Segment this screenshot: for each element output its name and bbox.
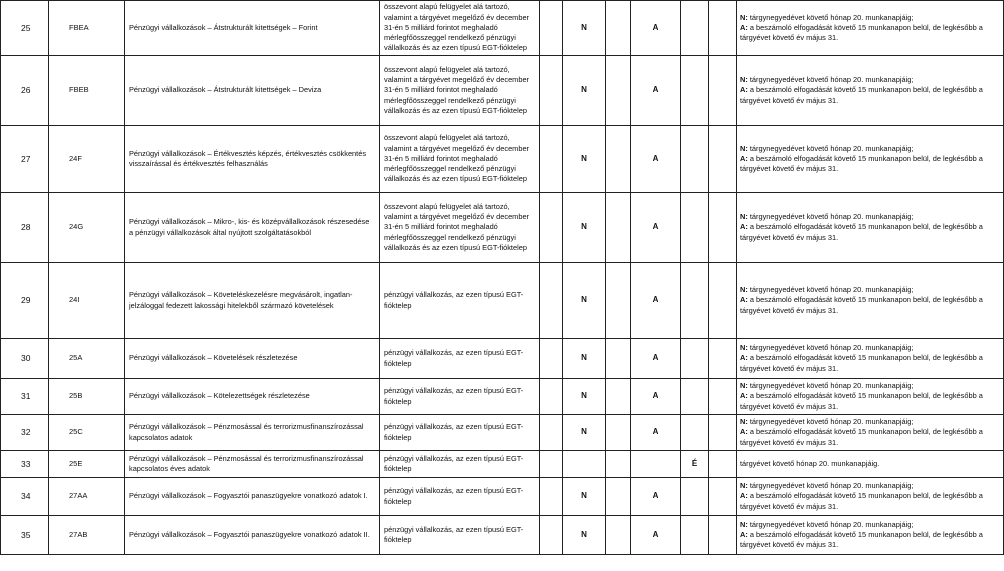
deadline-text: tárgynegyedévet követő hónap 20. munkanapjáig; [747,381,914,391]
deadline-prefix: A: [740,22,748,32]
deadline-line [740,481,1001,491]
quarterly-mark: N [563,516,606,555]
deadline-cell [737,451,1004,478]
empty-cell [540,1,563,56]
deadline-text: a beszámoló elfogadását követő 15 munkanapon belül, de legkésőbb a tárgyévet követő év május 31. [740,353,983,373]
empty-cell [709,451,737,478]
yearly-mark [681,339,709,379]
deadline-line [740,222,1001,243]
annual-mark: A [631,1,681,56]
annual-mark: A [631,126,681,193]
empty-cell [709,263,737,339]
deadline-text: tárgynegyedévet követő hónap 20. munkanapjáig; [747,285,914,295]
empty-cell [540,478,563,516]
row-number: 33 [1,451,49,478]
deadline-prefix: N: [740,285,748,295]
form-title: Pénzügyi vállalkozások – Kötelezettségek részletezése [125,379,380,415]
reporter-scope: pénzügyi vállalkozás, az ezen típusú EGT-fióktelep [380,263,540,339]
empty-cell [606,126,631,193]
table-row [1,56,1004,126]
empty-cell [540,415,563,451]
form-title: Pénzügyi vállalkozások – Mikro-, kis- és középvállalkozások részesedése a pénzügyi vállalkozások által nyújtott szolgáltatásokból [125,193,380,263]
empty-cell [709,1,737,56]
reporter-scope: pénzügyi vállalkozás, az ezen típusú EGT-fióktelep [380,339,540,379]
deadline-prefix: N: [740,143,748,153]
deadline-line [740,343,1001,353]
quarterly-mark [563,451,606,478]
form-code: 25B [49,379,125,415]
deadline-cell [737,263,1004,339]
deadline-cell [737,56,1004,126]
deadline-prefix: N: [740,212,748,222]
deadline-text: tárgynegyedévet követő hónap 20. munkanapjáig; [747,343,914,353]
quarterly-mark: N [563,263,606,339]
empty-cell [709,516,737,555]
deadline-text: a beszámoló elfogadását követő 15 munkanapon belül, de legkésőbb a tárgyévet követő év május 31. [740,491,983,511]
form-title: Pénzügyi vállalkozások – Átstrukturált kitettségek – Forint [125,1,380,56]
quarterly-mark: N [563,126,606,193]
deadline-line [740,459,1001,469]
yearly-mark [681,478,709,516]
deadline-text: a beszámoló elfogadását követő 15 munkanapon belül, de legkésőbb a tárgyévet követő év május 31. [740,529,983,550]
deadline-line [740,520,1001,530]
form-title: Pénzügyi vállalkozások – Követeléskezelésre megvásárolt, ingatlan-jelzáloggal fedezett lakossági hitelekből származó követelések [125,263,380,339]
row-number: 26 [1,56,49,126]
form-code: 24G [49,193,125,263]
yearly-mark [681,56,709,126]
deadline-text: tárgynegyedévet követő hónap 20. munkanapjáig; [747,519,914,529]
deadline-prefix: A: [740,391,748,401]
empty-cell [606,415,631,451]
empty-cell [606,478,631,516]
deadline-cell [737,339,1004,379]
annual-mark: A [631,478,681,516]
deadline-prefix: A: [740,353,748,363]
table-row [1,516,1004,555]
deadline-line [740,285,1001,295]
reporter-scope: összevont alapú felügyelet alá tartozó, valamint a tárgyévet megelőző év december 31-én 5 milliárd forintot meghaladó mérlegfőösszeggel rendelkező pénzügyi vállalkozás és az ezen típusú EGT-fióktelep [380,56,540,126]
empty-cell [606,451,631,478]
quarterly-mark: N [563,193,606,263]
deadline-line [740,212,1001,222]
annual-mark: A [631,516,681,555]
reporter-scope: összevont alapú felügyelet alá tartozó, valamint a tárgyévet megelőző év december 31-én 5 milliárd forintot meghaladó mérlegfőösszeggel rendelkező pénzügyi vállalkozás és az ezen típusú EGT-fióktelep [380,1,540,56]
empty-cell [540,516,563,555]
deadline-prefix: N: [740,12,748,22]
form-code: 24I [49,263,125,339]
yearly-mark [681,379,709,415]
table-row [1,193,1004,263]
reporter-scope: pénzügyi vállalkozás, az ezen típusú EGT-fióktelep [380,451,540,478]
deadline-line [740,295,1001,316]
deadline-text: tárgynegyedévet követő hónap 20. munkanapjáig; [747,12,914,22]
empty-cell [709,415,737,451]
form-code: 27AB [49,516,125,555]
annual-mark: A [631,56,681,126]
deadline-prefix: A: [740,85,748,95]
deadline-line [740,144,1001,154]
row-number: 32 [1,415,49,451]
table-row [1,263,1004,339]
row-number: 25 [1,1,49,56]
table-row [1,126,1004,193]
quarterly-mark: N [563,379,606,415]
deadline-line [740,353,1001,374]
deadline-prefix: N: [740,343,748,353]
empty-cell [709,126,737,193]
deadline-line [740,23,1001,44]
reporter-scope: pénzügyi vállalkozás, az ezen típusú EGT-fióktelep [380,478,540,516]
deadline-line [740,530,1001,551]
empty-cell [540,339,563,379]
empty-cell [606,56,631,126]
form-code: 25C [49,415,125,451]
table-row [1,415,1004,451]
deadline-text: tárgynegyedévet követő hónap 20. munkanapjáig; [747,143,914,153]
empty-cell [540,126,563,193]
deadline-cell [737,415,1004,451]
deadline-text: a beszámoló elfogadását követő 15 munkanapon belül, de legkésőbb a tárgyévet követő év május 31. [740,391,983,411]
empty-cell [540,193,563,263]
empty-cell [709,193,737,263]
deadline-text: tárgynegyedévet követő hónap 20. munkanapjáig; [747,212,914,222]
annual-mark [631,451,681,478]
form-code: FBEB [49,56,125,126]
yearly-mark [681,126,709,193]
deadline-prefix: N: [740,381,748,391]
deadline-line [740,85,1001,106]
annual-mark: A [631,263,681,339]
deadline-cell [737,193,1004,263]
form-title: Pénzügyi vállalkozások – Átstrukturált kitettségek – Deviza [125,56,380,126]
deadline-text: a beszámoló elfogadását követő 15 munkanapon belül, de legkésőbb a tárgyévet követő év május 31. [740,153,983,174]
deadline-cell [737,516,1004,555]
empty-cell [540,56,563,126]
deadline-prefix: A: [740,427,748,437]
empty-cell [606,193,631,263]
form-title: Pénzügyi vállalkozások – Követelések részletezése [125,339,380,379]
deadline-prefix: A: [740,295,748,305]
row-number: 28 [1,193,49,263]
deadline-text: a beszámoló elfogadását követő 15 munkanapon belül, de legkésőbb a tárgyévet követő év május 31. [740,222,983,242]
annual-mark: A [631,415,681,451]
empty-cell [540,451,563,478]
deadline-text: tárgynegyedévet követő hónap 20. munkanapjáig; [747,75,914,85]
deadline-line [740,13,1001,23]
empty-cell [709,478,737,516]
form-code: 25A [49,339,125,379]
table-row [1,1,1004,56]
annual-mark: A [631,379,681,415]
form-title: Pénzügyi vállalkozások – Értékvesztés képzés, értékvesztés csökkentés visszaírással és értékvesztés felhasználás [125,126,380,193]
quarterly-mark: N [563,56,606,126]
yearly-mark: É [681,451,709,478]
form-title: Pénzügyi vállalkozások – Pénzmosással és terrorizmusfinanszírozással kapcsolatos éves adatok [125,451,380,478]
empty-cell [540,379,563,415]
deadline-text: tárgynegyedévet követő hónap 20. munkanapjáig; [747,417,914,427]
reporter-scope: pénzügyi vállalkozás, az ezen típusú EGT-fióktelep [380,379,540,415]
quarterly-mark: N [563,1,606,56]
deadline-cell [737,126,1004,193]
empty-cell [606,263,631,339]
deadline-cell [737,1,1004,56]
deadline-text: tárgynegyedévet követő hónap 20. munkanapjáig; [747,481,914,491]
deadline-line [740,75,1001,85]
row-number: 35 [1,516,49,555]
yearly-mark [681,415,709,451]
table-row [1,339,1004,379]
deadline-prefix: N: [740,519,748,529]
deadline-prefix: A: [740,491,748,501]
annual-mark: A [631,193,681,263]
form-code: 27AA [49,478,125,516]
reporter-scope: összevont alapú felügyelet alá tartozó, valamint a tárgyévet megelőző év december 31-én 5 milliárd forintot meghaladó mérlegfőösszeggel rendelkező pénzügyi vállalkozás és az ezen típusú EGT-fióktelep [380,193,540,263]
empty-cell [709,339,737,379]
reporter-scope: pénzügyi vállalkozás, az ezen típusú EGT-fióktelep [380,415,540,451]
form-code: 25E [49,451,125,478]
deadline-prefix: A: [740,529,748,539]
table-row [1,379,1004,415]
row-number: 34 [1,478,49,516]
yearly-mark [681,1,709,56]
yearly-mark [681,516,709,555]
empty-cell [709,379,737,415]
deadline-line [740,391,1001,412]
deadline-cell [737,379,1004,415]
reporter-scope: pénzügyi vállalkozás, az ezen típusú EGT-fióktelep [380,516,540,555]
deadline-prefix: A: [740,153,748,163]
empty-cell [606,339,631,379]
quarterly-mark: N [563,478,606,516]
deadline-line [740,417,1001,427]
row-number: 27 [1,126,49,193]
deadline-line [740,491,1001,512]
deadline-text: tárgyévet követő hónap 20. munkanapjáig. [740,458,880,468]
deadline-text: a beszámoló elfogadását követő 15 munkanapon belül, de legkésőbb a tárgyévet követő év május 31. [740,22,983,43]
form-title: Pénzügyi vállalkozások – Fogyasztói panaszügyekre vonatkozó adatok I. [125,478,380,516]
deadline-line [740,381,1001,391]
quarterly-mark: N [563,415,606,451]
row-number: 31 [1,379,49,415]
yearly-mark [681,263,709,339]
deadline-text: a beszámoló elfogadását követő 15 munkanapon belül, de legkésőbb a tárgyévet követő év május 31. [740,85,983,105]
deadline-prefix: N: [740,417,748,427]
empty-cell [606,379,631,415]
annual-mark: A [631,339,681,379]
deadline-line [740,154,1001,175]
empty-cell [606,1,631,56]
table-row [1,451,1004,478]
deadline-cell [737,478,1004,516]
form-title: Pénzügyi vállalkozások – Fogyasztói panaszügyekre vonatkozó adatok II. [125,516,380,555]
form-code: FBEA [49,1,125,56]
form-title: Pénzügyi vállalkozások – Pénzmosással és terrorizmusfinanszírozással kapcsolatos adatok [125,415,380,451]
deadline-text: a beszámoló elfogadását követő 15 munkanapon belül, de legkésőbb a tárgyévet követő év május 31. [740,295,983,315]
quarterly-mark: N [563,339,606,379]
form-code: 24F [49,126,125,193]
empty-cell [606,516,631,555]
table-row [1,478,1004,516]
deadline-prefix: N: [740,75,748,85]
deadline-prefix: A: [740,222,748,232]
empty-cell [540,263,563,339]
reporter-scope: összevont alapú felügyelet alá tartozó, valamint a tárgyévet megelőző év december 31-én 5 milliárd forintot meghaladó mérlegfőösszeggel rendelkező pénzügyi vállalkozás és az ezen típusú EGT-fióktelep [380,126,540,193]
table-body [1,1,1004,555]
deadline-prefix: N: [740,481,748,491]
empty-cell [709,56,737,126]
row-number: 29 [1,263,49,339]
deadline-line [740,427,1001,448]
yearly-mark [681,193,709,263]
row-number: 30 [1,339,49,379]
deadline-text: a beszámoló elfogadását követő 15 munkanapon belül, de legkésőbb a tárgyévet követő év május 31. [740,427,983,447]
